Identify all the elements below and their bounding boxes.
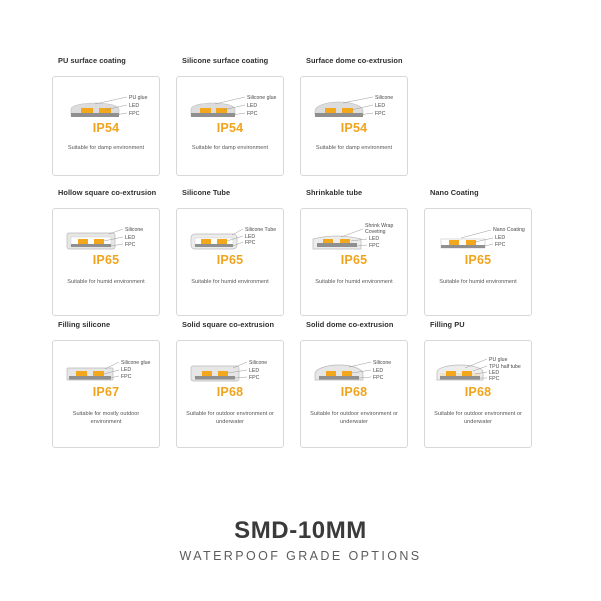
cross-section-diagram	[53, 77, 161, 125]
label-2: FPC	[495, 242, 506, 248]
label-0: Silicone	[249, 360, 268, 366]
environment-note: Suitable for mostly outdoor environment	[72, 411, 140, 425]
grade-cell-hollow-square-co-extrusion	[52, 188, 176, 320]
label-1: LED	[249, 368, 260, 374]
environment-note: Suitable for outdoor environment or underwater	[434, 411, 522, 425]
grade-cell-solid-dome-co-extrusion	[300, 320, 424, 452]
label-2: FPC	[121, 374, 132, 380]
card-title: Surface dome co-extrusion	[306, 56, 403, 65]
card-body	[52, 340, 160, 448]
label-2: FPC	[369, 243, 380, 249]
label-1: LED	[129, 103, 140, 109]
card-title: Filling silicone	[58, 320, 111, 329]
environment-note: Suitable for humid environment	[67, 279, 145, 285]
ip-rating: IP65	[464, 253, 492, 267]
label-2: FPC	[375, 111, 386, 117]
label-1: LED	[245, 234, 256, 240]
product-subtitle: WATERPOOF GRADE OPTIONS	[179, 549, 422, 563]
label-1: LED	[247, 103, 258, 109]
cross-section-diagram	[53, 341, 161, 389]
label-0: Silicone glue	[247, 95, 277, 101]
card-title: Shrinkable tube	[306, 188, 363, 197]
card-title: PU surface coating	[58, 56, 126, 65]
card-title: Silicone surface coating	[182, 56, 269, 65]
label-0: Silicone	[373, 360, 392, 366]
label-0: PU glue	[129, 95, 148, 101]
label-0: Silicone glue	[121, 360, 151, 366]
grade-cell-filling-pu	[424, 320, 548, 452]
label-1: LED	[495, 235, 506, 241]
label-2: FPC	[247, 111, 258, 117]
card-body	[424, 208, 532, 316]
label-0: Silicone	[125, 227, 144, 233]
grade-cell-filling-silicone	[52, 320, 176, 452]
environment-note: Suitable for humid environment	[191, 279, 269, 285]
label-0: Silicone Tube	[245, 227, 277, 233]
cross-section-diagram	[177, 341, 285, 389]
environment-note: Suitable for humid environment	[315, 279, 393, 285]
environment-note: Suitable for humid environment	[439, 279, 517, 285]
grade-cell-nano-coating	[424, 188, 548, 320]
card-body	[300, 76, 408, 176]
card-title: Solid square co-extrusion	[182, 320, 275, 329]
label-2: FPC	[245, 240, 256, 246]
cross-section-diagram	[53, 209, 161, 257]
label-1: LED	[121, 367, 132, 373]
ip-rating: IP68	[216, 385, 244, 399]
label-1: LED	[125, 235, 136, 241]
label-0: Nano Coating	[493, 227, 525, 233]
card-body	[52, 76, 160, 176]
environment-note: Suitable for damp environment	[315, 145, 393, 151]
ip-rating: IP68	[464, 385, 492, 399]
card-title: Hollow square co-extrusion	[58, 188, 157, 197]
label-2: FPC	[373, 375, 384, 381]
grade-cell-surface-dome-co-extrusion	[300, 56, 424, 188]
cross-section-diagram	[425, 209, 533, 257]
card-title: Silicone Tube	[182, 188, 231, 197]
card-body	[176, 340, 284, 448]
label-2: FPC	[129, 111, 140, 117]
ip-rating: IP65	[340, 253, 368, 267]
ip-rating: IP54	[340, 121, 368, 135]
environment-note: Suitable for outdoor environment or underwater	[186, 411, 274, 425]
cross-section-diagram	[177, 209, 285, 257]
card-title: Solid dome co-extrusion	[306, 320, 394, 329]
label-0b: Coveting	[365, 229, 386, 235]
environment-note: Suitable for outdoor environment or underwater	[310, 411, 398, 425]
ip-rating: IP54	[92, 121, 120, 135]
grade-cell-silicone-surface-coating	[176, 56, 300, 188]
cross-section-diagram	[301, 77, 409, 125]
product-title: SMD-10MM	[234, 517, 367, 544]
ip-rating: IP65	[92, 253, 120, 267]
label-0: PU glue	[489, 357, 508, 363]
ip-rating: IP54	[216, 121, 244, 135]
label-1: LED	[373, 368, 384, 374]
label-3: FPC	[489, 376, 500, 382]
grade-cell-pu-surface-coating	[52, 56, 176, 188]
cross-section-diagram	[425, 341, 533, 389]
card-body	[176, 208, 284, 316]
cross-section-diagram	[301, 341, 409, 389]
card-body	[424, 340, 532, 448]
label-2: FPC	[249, 375, 260, 381]
card-title: Nano Coating	[430, 188, 479, 197]
card-body	[300, 208, 408, 316]
label-1: LED	[375, 103, 386, 109]
ip-rating: IP65	[216, 253, 244, 267]
label-1: TPU half tube	[489, 364, 521, 370]
card-body	[176, 76, 284, 176]
label-2: LED	[489, 370, 500, 376]
ip-rating: IP67	[92, 385, 120, 399]
environment-note: Suitable for damp environment	[191, 145, 269, 151]
ip-rating: IP68	[340, 385, 368, 399]
grade-cell-silicone-tube	[176, 188, 300, 320]
waterproof-grade-grid	[52, 56, 549, 452]
card-body	[300, 340, 408, 448]
label-2: FPC	[125, 242, 136, 248]
card-title: Filling PU	[430, 320, 465, 329]
cross-section-diagram	[301, 209, 409, 257]
grade-cell-solid-square-co-extrusion	[176, 320, 300, 452]
card-body	[52, 208, 160, 316]
grade-cell-empty-1	[424, 56, 548, 188]
poster-footer	[0, 517, 601, 563]
label-1: LED	[369, 236, 380, 242]
cross-section-diagram	[177, 77, 285, 125]
label-0: Silicone	[375, 95, 394, 101]
environment-note: Suitable for damp environment	[67, 145, 145, 151]
grade-cell-shrinkable-tube	[300, 188, 424, 320]
label-0: Shrink Wrap	[365, 223, 394, 229]
